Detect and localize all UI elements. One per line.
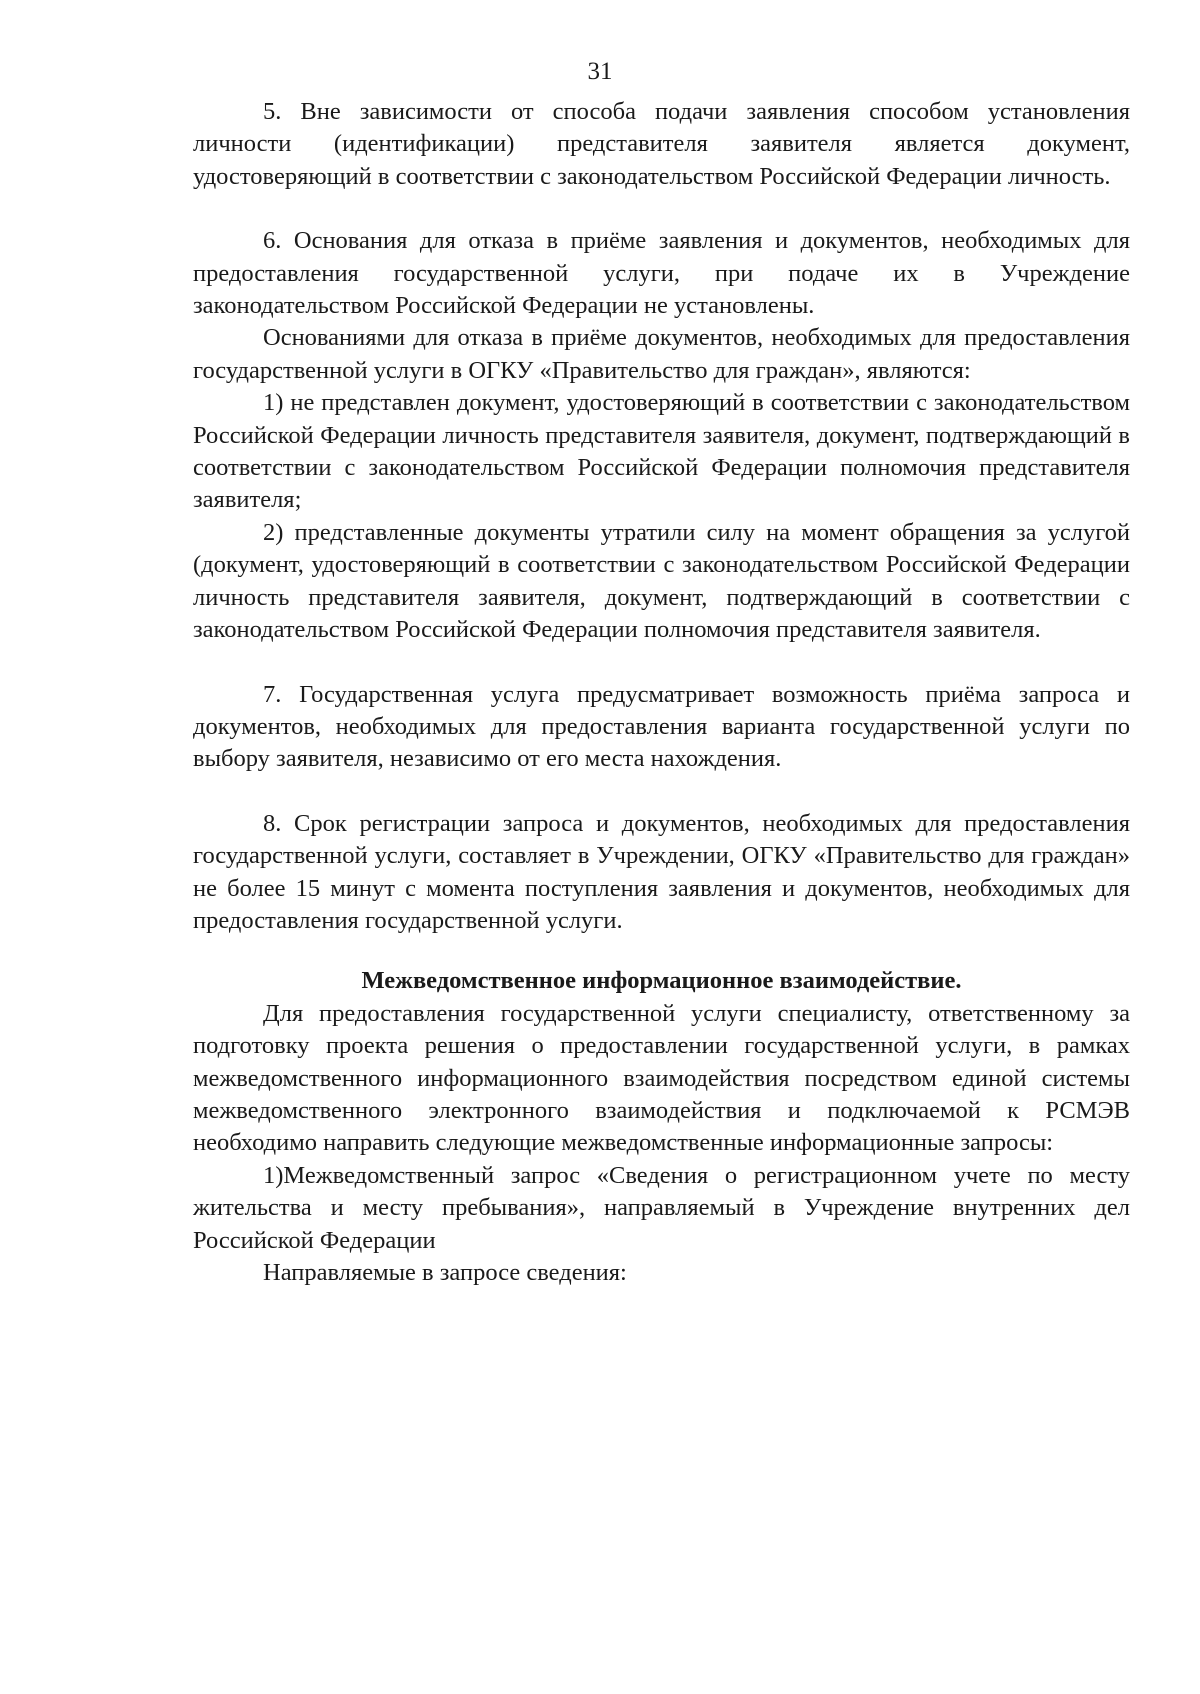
paragraph-7: 7. Государственная услуга предусматривает возможность приёма запроса и документов, необходимых для предоставления варианта государственной услуги по выбору заявителя, независимо от его места нахождения. <box>193 680 1130 773</box>
paragraph-8: 8. Срок регистрации запроса и документов, необходимых для предоставления государственной услуги, составляет в Учреждении, ОГКУ «Правительство для граждан» не более 15 минут с момента поступления заявления и документов, необходимых для предоставления государственной услуги. <box>193 809 1130 934</box>
paragraph-6-item-2: 2) представленные документы утратили силу на момент обращения за услугой (документ, удостоверяющий в соответствии с законодательством Российской Федерации личность представителя заявителя, документ, подтверждающий в соответствии с законодательством Российской Федерации полномочия представителя заявителя. <box>193 518 1130 644</box>
paragraph-6: 6. Основания для отказа в приёме заявления и документов, необходимых для предоставления государственной услуги, при подаче их в Учреждение законодательством Российской Федерации не установлены. <box>193 227 1130 320</box>
paragraph-request-data: Направляемые в запросе сведения: <box>263 1259 627 1286</box>
paragraph-interagency-item-1: 1)Межведомственный запрос «Сведения о регистрационном учете по месту жительства и месту пребывания», направляемый в Учреждение внутренних дел Российской Федерации <box>193 1161 1130 1254</box>
paragraph-6-grounds: Основаниями для отказа в приёме документов, необходимых для предоставления государственной услуги в ОГКУ «Правительство для граждан», являются: <box>193 324 1130 384</box>
document-body <box>193 96 1130 1289</box>
page-number: 31 <box>587 58 613 85</box>
paragraph-interagency: Для предоставления государственной услуги специалисту, ответственному за подготовку проекта решения о предоставлении государственной услуги, в рамках межведомственного информационного взаимодействия посредством единой системы межведомственного электронного взаимодействия и подключаемой к РСМЭВ необходимо направить следующие межведомственные информационные запросы: <box>193 999 1130 1157</box>
section-heading: Межведомственное информационное взаимодействие. <box>361 967 962 995</box>
paragraph-6-item-1: 1) не представлен документ, удостоверяющий в соответствии с законодательством Российской Федерации личность представителя заявителя, документ, подтверждающий в соответствии с законодательством Российской Федерации полномочия представителя заявителя; <box>193 389 1130 514</box>
paragraph-5: 5. Вне зависимости от способа подачи заявления способом установления личности (идентификации) представителя заявителя является документ, удостоверяющий в соответствии с законодательством Российской Федерации личность. <box>193 98 1130 190</box>
